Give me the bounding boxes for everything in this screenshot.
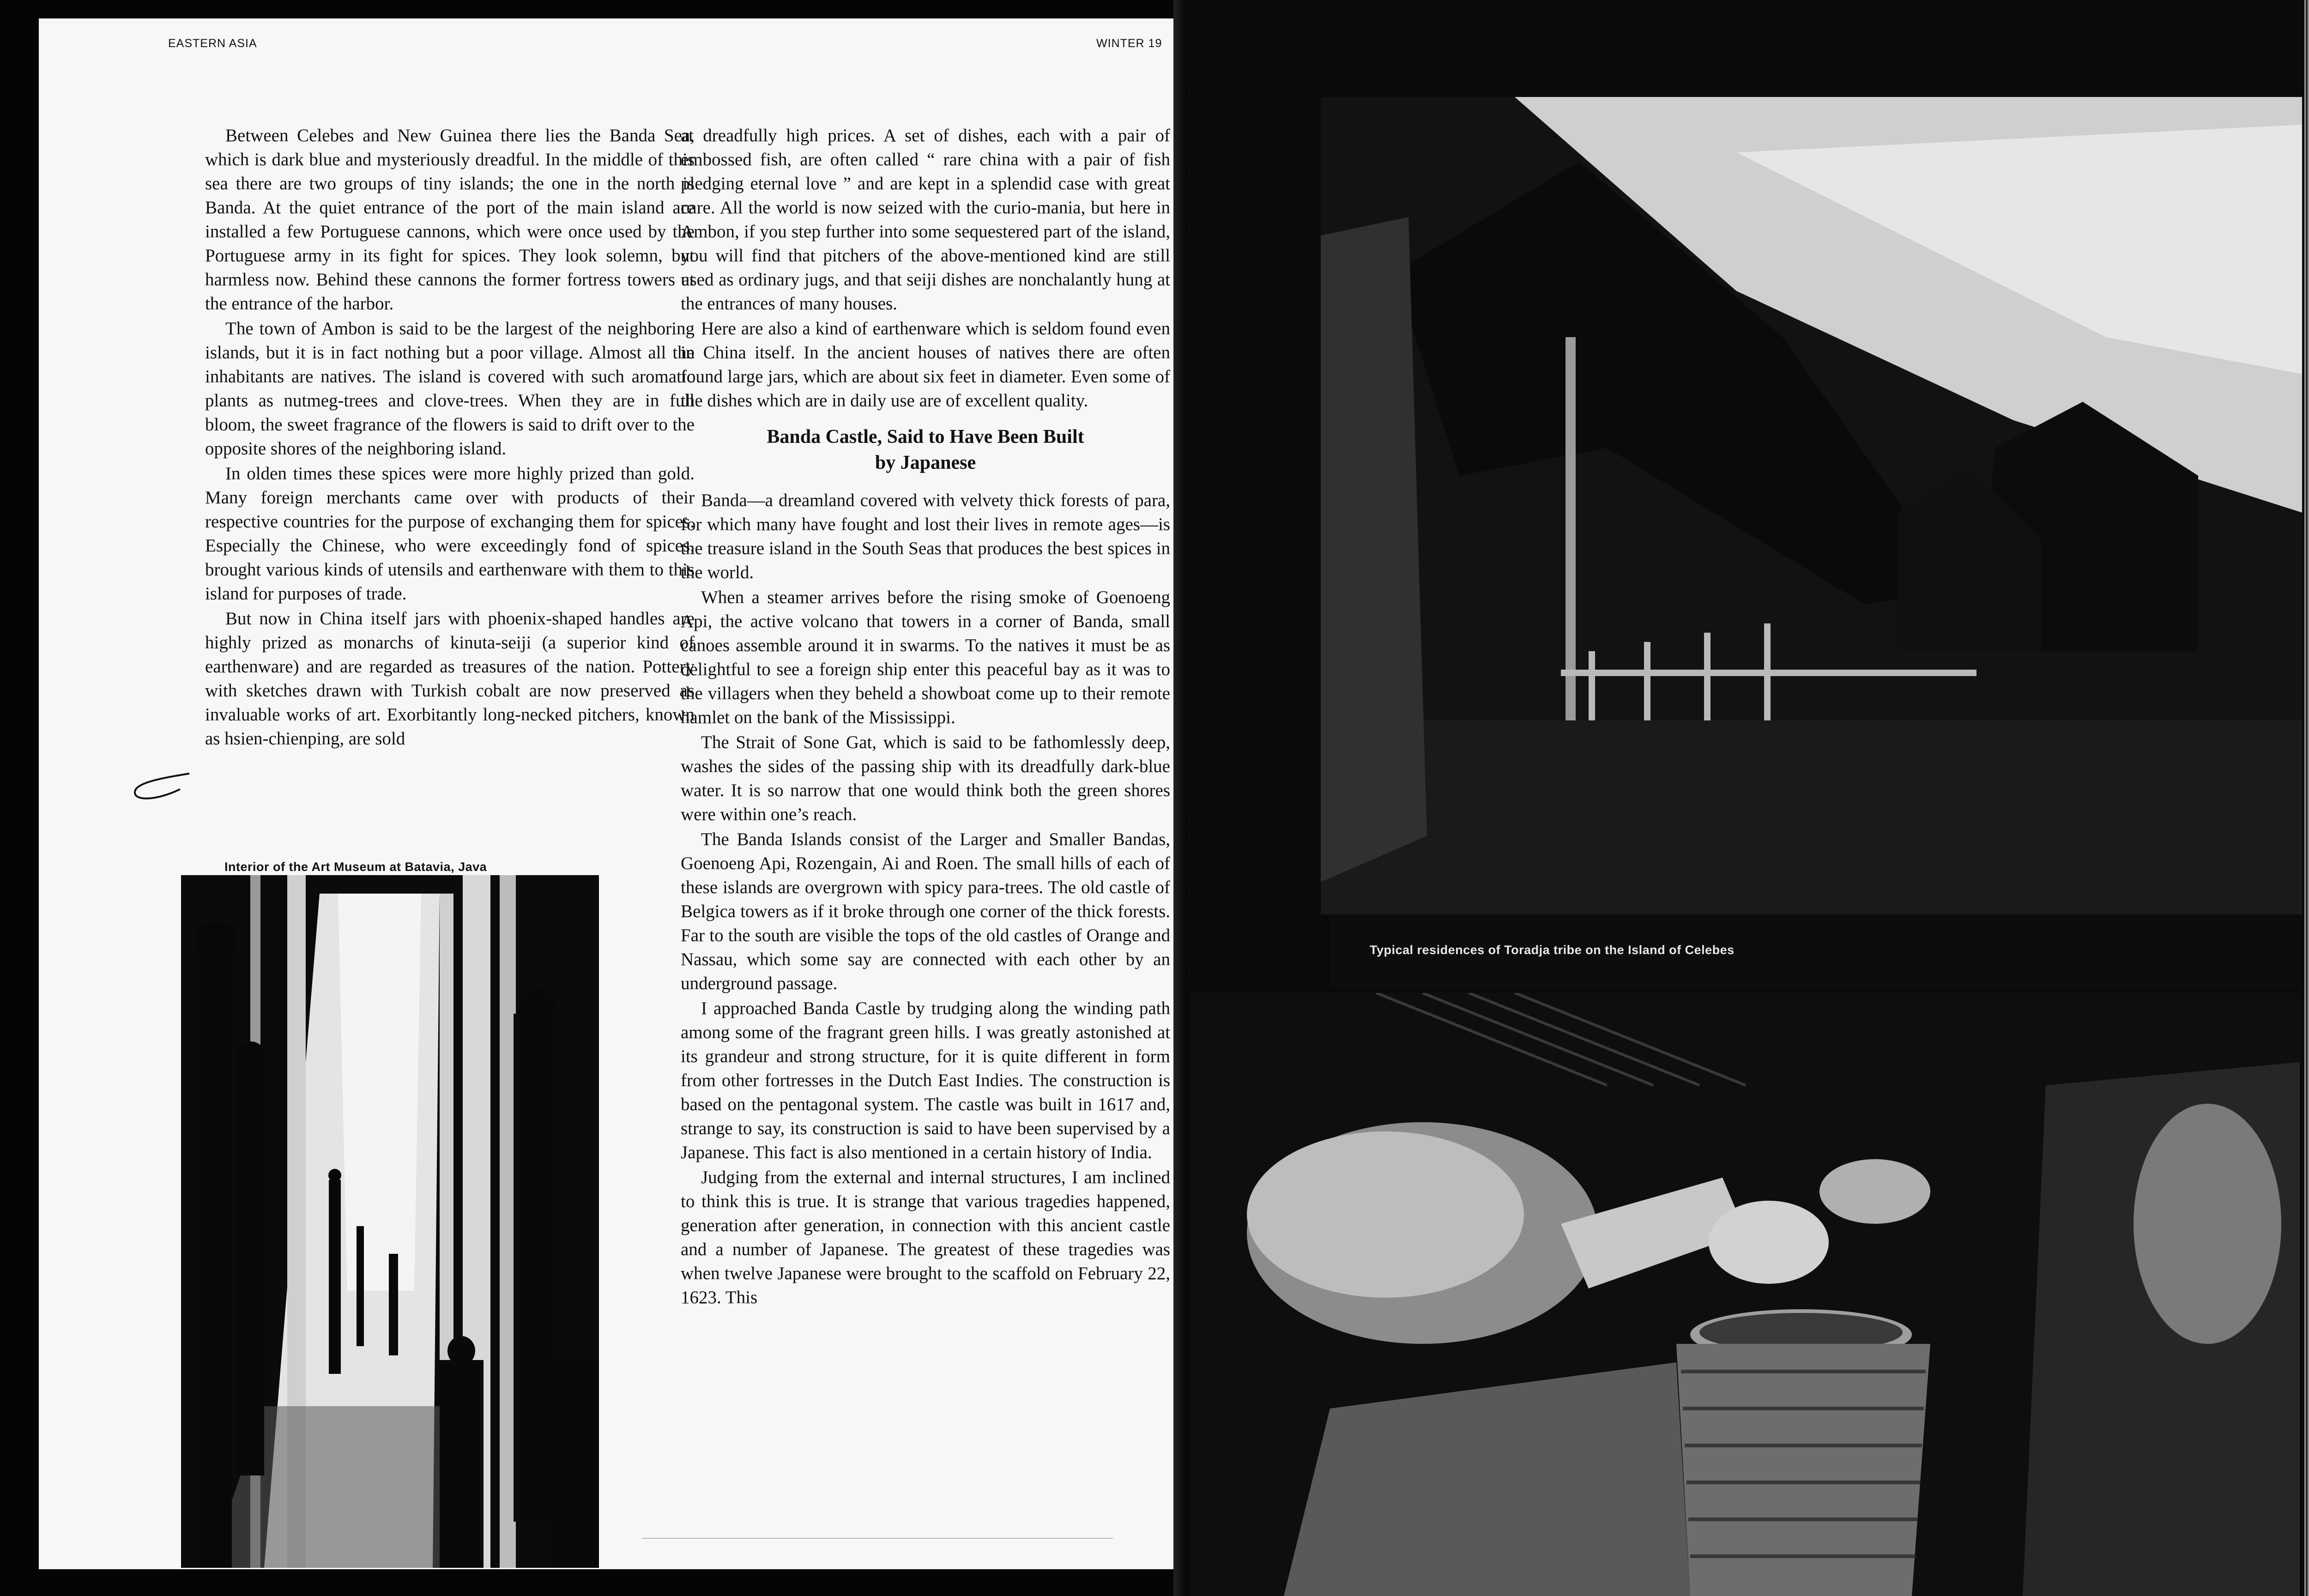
section-heading-line-1: Banda Castle, Said to Have Been Built: [767, 426, 1084, 447]
paragraph: Banda—a dreamland covered with velvety thick forests of para, for which many have fought and lost their lives in remote ages—is the treasure island in the South Seas that produces the best spices in the world.: [681, 490, 1170, 582]
text-column-1: [205, 124, 695, 751]
museum-photo-caption: Interior of the Art Museum at Batavia, Java: [224, 860, 487, 874]
paragraph: at dreadfully high prices. A set of dishes, each with a pair of embossed fish, are often called “ rare china with a pair of fish pledging eternal love ” and are kept in a splendid case with great care. All the world is now seized with the curio-mania, but here in Ambon, if you step further into some sequestered part of the island, you will find that pitchers of the above-mentioned kind are still used as ordinary jugs, and that seiji dishes are nonchalantly hung at the entrances of many houses.: [681, 126, 1170, 314]
museum-interior-image: [181, 875, 599, 1568]
page-edges: [2304, 0, 2309, 1596]
weaver-photo: [1191, 993, 2300, 1596]
toradja-houses-image: [1321, 97, 2302, 914]
paragraph: The town of Ambon is said to be the largest of the neighboring islands, but it is in fact nothing but a poor village. Almost all the inhabitants are natives. The island is covered with such aromatic plants as nutmeg-trees and clove-trees. When they are in full bloom, the sweet fragrance of the flowers is said to drift over to the opposite shores of the neighboring island.: [205, 319, 695, 459]
paragraph: I approached Banda Castle by trudging along the winding path among some of the fragrant green hills. I was greatly astonished at its grandeur and strong structure, for it is quite different in form from other fortresses in the Dutch East Indies. The construction is based on the pentagonal system. The castle was built in 1617 and, strange to say, its construction is said to have been supervised by a Japanese. This fact is also mentioned in a certain history of India.: [681, 998, 1170, 1162]
paragraph: Between Celebes and New Guinea there lies the Banda Sea, which is dark blue and mysteriously dreadful. In the middle of this sea there are two groups of tiny islands; the one in the north is Banda. At the quiet entrance of the port of the main island are installed a few Portuguese cannons, which were once used by the Portuguese army in its fight for spices. They look solemn, but harmless now. Behind these cannons the former fortress towers at the entrance of the harbor.: [205, 126, 695, 314]
section-heading: [681, 424, 1170, 476]
paragraph: In olden times these spices were more highly prized than gold. Many foreign merchants came over with products of their respective countries for the purpose of exchanging them for spices. Especially the Chinese, who were exceedingly fond of spices, brought various kinds of utensils and earthenware with them to this island for purposes of trade.: [205, 464, 695, 604]
page-rule: [642, 1538, 1113, 1539]
toradja-photo-caption: Typical residences of Toradja tribe on the Island of Celebes: [1370, 943, 1735, 957]
paragraph: The Strait of Sone Gat, which is said to be fathomlessly deep, washes the sides of the passing ship with its dreadfully dark-blue water. It is so narrow that one would think both the green shores were within one’s reach.: [681, 732, 1170, 824]
running-head-right: WINTER 19: [1096, 37, 1162, 50]
paragraph: The Banda Islands consist of the Larger and Smaller Bandas, Goenoeng Api, Rozengain, Ai and Roen. The small hills of each of these islands are overgrown with spicy para-trees. The old castle of Belgica towers as if it broke through one corner of the thick forests. Far to the south are visible the tops of the old castles of Orange and Nassau, which some say are connected with each other by an underground passage.: [681, 829, 1170, 993]
weaver-image: [1191, 993, 2300, 1596]
text-column-2: [681, 124, 1170, 1310]
toradja-houses-photo: [1321, 97, 2302, 914]
section-heading-line-2: by Japanese: [875, 452, 976, 473]
handwritten-margin-mark: [129, 769, 194, 810]
paragraph: Judging from the external and internal structures, I am inclined to think this is true. It is strange that various tragedies happened, generation after generation, in connection with this ancient castle and a number of Japanese. The greatest of these tragedies was when twelve Japanese were brought to the scaffold on February 22, 1623. This: [681, 1167, 1170, 1307]
paragraph: Here are also a kind of earthenware which is seldom found even in China itself. In the ancient houses of natives there are often found large jars, which are about six feet in diameter. Even some of the dishes which are in daily use are of excellent quality.: [681, 319, 1170, 411]
paragraph: When a steamer arrives before the rising smoke of Goenoeng Api, the active volcano that towers in a corner of Banda, small canoes assemble around it in swarms. To the natives it must be as delightful to see a foreign ship enter this peaceful bay as it was to the villagers when they beheld a showboat come up to their remote hamlet on the bank of the Mississippi.: [681, 587, 1170, 727]
running-head-left: EASTERN ASIA: [168, 37, 257, 50]
book-spine: [1173, 0, 1187, 1596]
paragraph: But now in China itself jars with phoenix-shaped handles are highly prized as monarchs of kinuta-seiji (a superior kind of earthenware) and are regarded as treasures of the nation. Pottery with sketches drawn with Turkish cobalt are now preserved as invaluable works of art. Exorbitantly long-necked pitchers, known as hsien-chienping, are sold: [205, 609, 695, 749]
museum-interior-photo: [181, 875, 599, 1568]
